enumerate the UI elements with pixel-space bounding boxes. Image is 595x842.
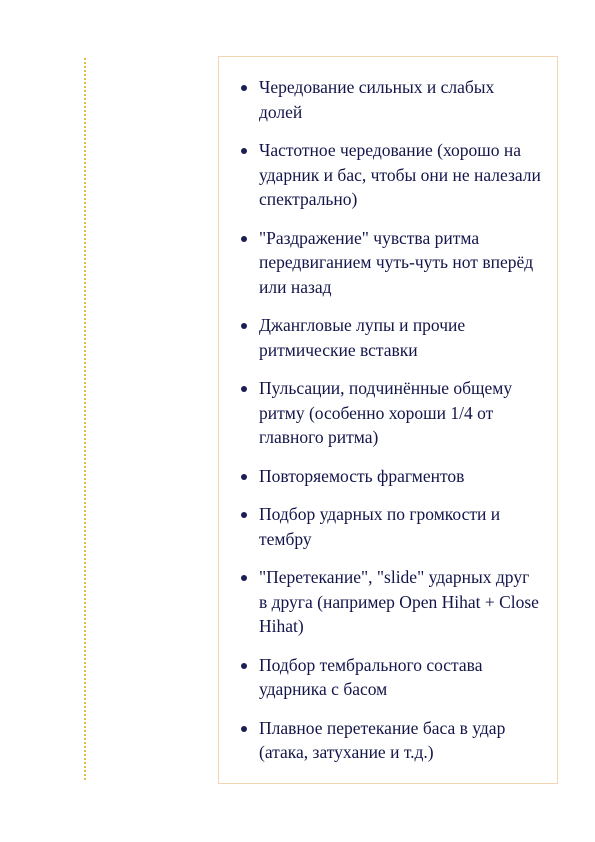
list-item-text: Подбор тембрального состава ударника с басом [259, 654, 483, 699]
list-item-text: Пульсации, подчинённые общему ритму (особенно хороши 1/4 от главного ритма) [259, 378, 513, 447]
list-item-text: Плавное перетекание баса в удар (атака, затухание и т.д.) [259, 717, 506, 762]
list-item [241, 565, 541, 639]
list-item [241, 464, 541, 489]
list-item [241, 653, 541, 702]
bullet-icon [241, 575, 247, 581]
bullet-icon [241, 474, 247, 480]
list-item [241, 313, 541, 362]
bullet-list [241, 75, 541, 779]
bullet-icon [241, 236, 247, 242]
bullet-icon [241, 148, 247, 154]
list-item-text: Джангловые лупы и прочие ритмические вставки [259, 315, 466, 360]
list-item-text: Чередование сильных и слабых долей [259, 77, 495, 122]
bullet-icon [241, 386, 247, 392]
list-item [241, 716, 541, 765]
content-panel [218, 56, 558, 784]
list-item-text: Частотное чередование (хорошо на ударник и бас, чтобы они не налезали спектрально) [259, 140, 541, 209]
list-item-text: Подбор ударных по громкости и тембру [259, 504, 501, 549]
list-item-text: "Раздражение" чувства ритма передвиганием чуть-чуть нот вперёд или назад [259, 227, 534, 297]
list-item [241, 138, 541, 212]
list-item [241, 75, 541, 124]
bullet-icon [241, 323, 247, 329]
list-item-text: "Перетекание", "slide" ударных друг в друга (например Open Hihat + Close Hihat) [259, 567, 539, 636]
list-item-text: Повторяемость фрагментов [259, 465, 465, 486]
bullet-icon [241, 726, 247, 732]
left-dotted-rule [84, 58, 86, 780]
bullet-icon [241, 85, 247, 91]
list-item [241, 502, 541, 551]
list-item [241, 226, 541, 300]
list-item [241, 376, 541, 450]
bullet-icon [241, 663, 247, 669]
bullet-icon [241, 512, 247, 518]
